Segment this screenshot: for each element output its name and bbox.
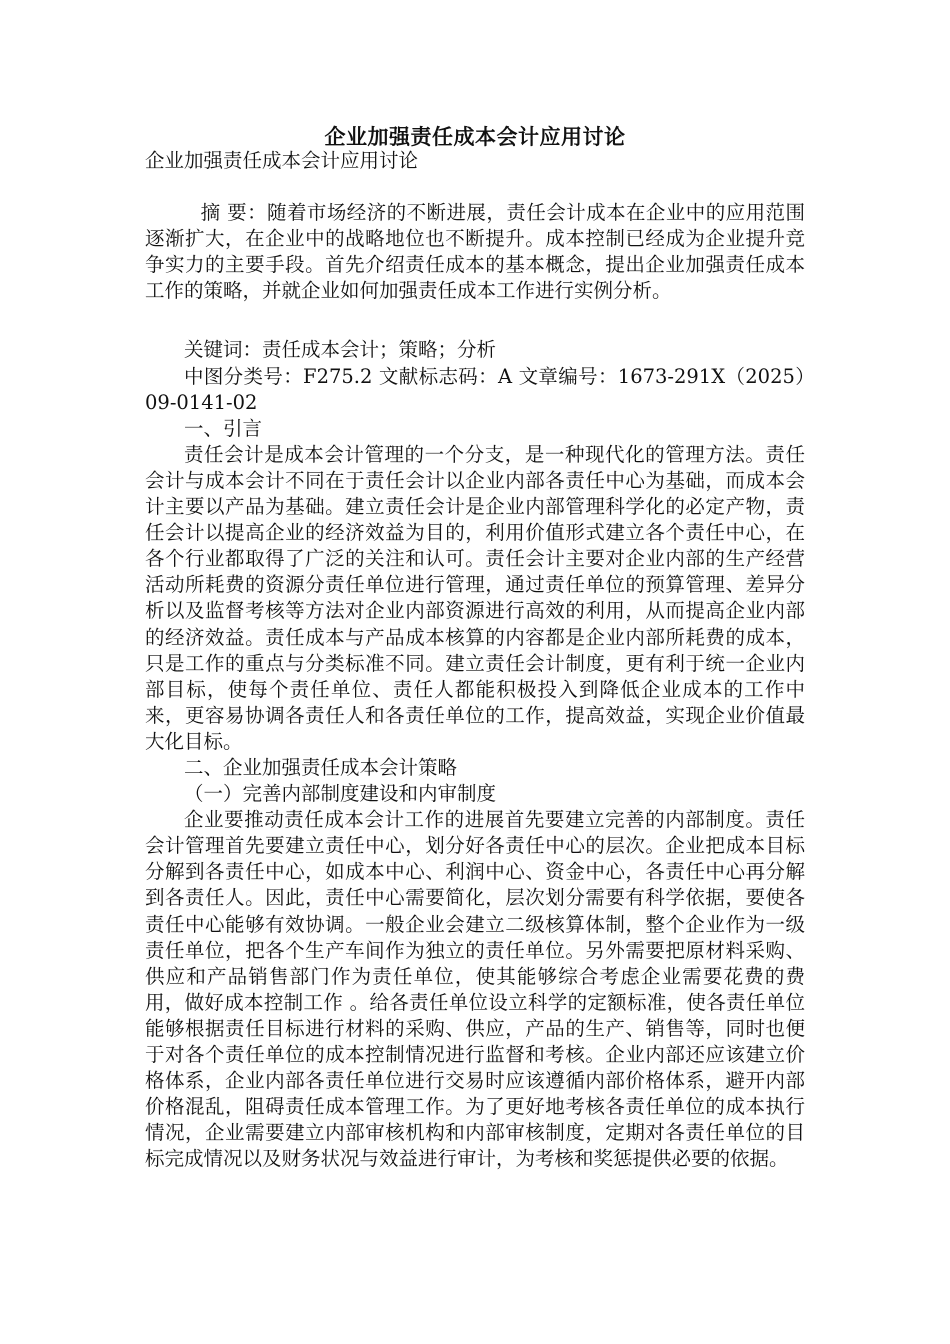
classification-line: 中图分类号：F275.2 文献标志码：A 文章编号：1673-291X（2025）09-0141-02 xyxy=(145,364,805,414)
keywords-line: 关键词：责任成本会计；策略；分析 xyxy=(184,338,497,362)
document-title: 企业加强责任成本会计应用讨论 xyxy=(324,124,626,149)
spacer xyxy=(145,304,805,337)
section-heading-strategy: 二、企业加强责任成本会计策略 xyxy=(184,755,458,779)
introduction-paragraph: 责任会计是成本会计管理的一个分支，是一种现代化的管理方法。责任会计与成本会计不同在于责任会计以企业内部各责任中心为基础，而成本会计主要以产品为基础。建立责任会计是企业内部管理科学化的必定产物，责任会计以提高企业的经济效益为目的，利用价值形式建立各个责任中心，在各个行业都取得了广泛的关注和认可。责任会计主要对企业内部的生产经营活动所耗费的资源分责任单位进行管理，通过责任单位的预算管理、差异分析以及监督考核等方法对企业内部资源进行高效的利用，从而提高企业内部的经济效益。责任成本与产品成本核算的内容都是企业内部所耗费的成本，只是工作的重点与分类标准不同。建立责任会计制度，更有利于统一企业内部目标，使每个责任单位、责任人都能积极投入到降低企业成本的工作中来，更容易协调各责任人和各责任单位的工作，提高效益，实现企业价值最大化目标。 xyxy=(145,442,805,753)
document-body xyxy=(145,148,805,1172)
spacer xyxy=(145,174,805,200)
abstract-paragraph: 摘 要：随着市场经济的不断进展，责任会计成本在企业中的应用范围逐渐扩大，在企业中的战略地位也不断提升。成本控制已经成为企业提升竞争实力的主要手段。首先介绍责任成本的基本概念，提出企业加强责任成本工作的策略，并就企业如何加强责任成本工作进行实例分析。 xyxy=(145,201,805,303)
document-subtitle: 企业加强责任成本会计应用讨论 xyxy=(145,149,419,172)
subsection-heading-internal-system: （一）完善内部制度建设和内审制度 xyxy=(184,782,497,806)
internal-system-paragraph: 企业要推动责任成本会计工作的进展首先要建立完善的内部制度。责任会计管理首先要建立责任中心，划分好各责任中心的层次。企业把成本目标分解到各责任中心，如成本中心、利润中心、资金中心，各责任中心再分解到各责任人。因此，责任中心需要简化，层次划分需要有科学依据，要使各责任中心能够有效协调。一般企业会建立二级核算体制，整个企业作为一级责任单位，把各个生产车间作为独立的责任单位。另外需要把原材料采购、供应和产品销售部门作为责任单位，使其能够综合考虑企业需要花费的费用，做好成本控制工作 。给各责任单位设立科学的定额标准，使各责任单位能够根据责任目标进行材料的采购、供应，产品的生产、销售等，同时也便于对各个责任单位的成本控制情况进行监督和考核。企业内部还应该建立价格体系，企业内部各责任单位进行交易时应该遵循内部价格体系，避开内部价格混乱，阻碍责任成本管理工作。为了更好地考核各责任单位的成本执行情况，企业需要建立内部审核机构和内部审核制度，定期对各责任单位的目标完成情况以及财务状况与效益进行审计，为考核和奖惩提供必要的依据。 xyxy=(145,808,805,1171)
section-heading-introduction: 一、引言 xyxy=(184,416,263,440)
